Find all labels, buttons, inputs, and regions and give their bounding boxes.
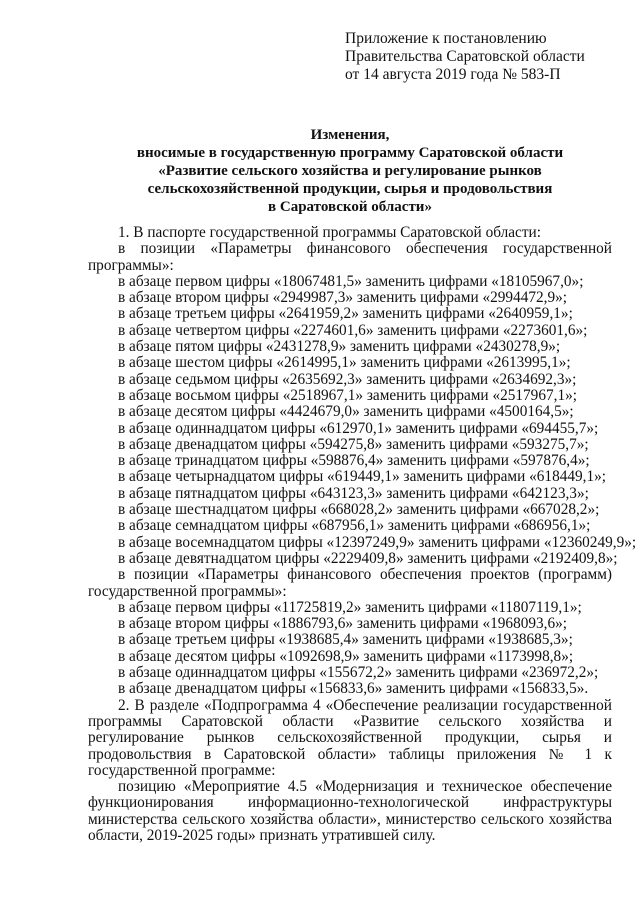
document-title xyxy=(88,126,612,216)
amendment-item: в абзаце девятнадцатом цифры «2229409,8» заменить цифрами «2192409,8»; xyxy=(118,549,618,567)
amendment-item: в абзаце седьмом цифры «2635692,3» заменить цифрами «2634692,3»; xyxy=(118,370,577,388)
items1-list xyxy=(88,272,637,567)
amendment-item: в абзаце втором цифры «2949987,3» заменить цифрами «2994472,9»; xyxy=(118,289,568,307)
amendment-item: в абзаце тринадцатом цифры «598876,4» заменить цифрами «597876,4»; xyxy=(118,452,590,470)
title-line: в Саратовской области» xyxy=(268,199,432,215)
section1-position2: в позиции «Параметры финансового обеспечения проектов (программ) государственной программы»: xyxy=(88,566,612,600)
amendment-item: в абзаце втором цифры «1886793,6» заменить цифрами «1968093,6»; xyxy=(118,615,568,633)
amendment-item: в абзаце пятнадцатом цифры «643123,3» заменить цифрами «642123,3»; xyxy=(118,484,589,502)
amendment-item: в абзаце семнадцатом цифры «687956,1» заменить цифрами «686956,1»; xyxy=(118,517,591,535)
title-line: «Развитие сельского хозяйства и регулирование рынков xyxy=(158,163,542,179)
amendment-item: в абзаце третьем цифры «2641959,2» заменить цифрами «2640959,1»; xyxy=(118,305,573,323)
amendment-item: в абзаце десятом цифры «4424679,0» заменить цифрами «4500164,5»; xyxy=(118,403,574,421)
amendment-item: в абзаце двенадцатом цифры «594275,8» заменить цифрами «593275,7»; xyxy=(118,435,589,453)
amendment-item: в абзаце шестом цифры «2614995,1» заменить цифрами «2613995,1»; xyxy=(118,354,571,372)
appendix-header xyxy=(345,30,585,84)
items2-list xyxy=(88,600,612,698)
section1-intro: 1. В паспорте государственной программы Саратовской области: xyxy=(118,224,541,241)
amendment-item: в абзаце первом цифры «18067481,5» заменить цифрами «18105967,0»; xyxy=(118,272,584,290)
section2-position: позицию «Мероприятие 4.5 «Модернизация и техническое обеспечение функционирования информационно-технологической инфраструктуры министерства сельского хозяйства области», министерство сельского хозяйства области, 2019-2025 годы» признать утратившей силу. xyxy=(88,778,612,844)
header-line: от 14 августа 2019 года № 583-П xyxy=(345,66,561,83)
amendment-item: в абзаце шестнадцатом цифры «668028,2» заменить цифрами «667028,2»; xyxy=(118,501,600,519)
amendment-item: в абзаце восемнадцатом цифры «12397249,9» заменить цифрами «12360249,9»; xyxy=(118,533,637,551)
amendment-item: в абзаце одиннадцатом цифры «612970,1» заменить цифрами «694455,7»; xyxy=(118,419,599,437)
title-line: сельскохозяйственной продукции, сырья и продовольствия xyxy=(147,181,553,197)
amendment-item: в абзаце первом цифры «11725819,2» заменить цифрами «11807119,1»; xyxy=(118,598,582,616)
title-line: Изменения, xyxy=(310,127,390,143)
amendment-item: в абзаце восьмом цифры «2518967,1» заменить цифрами «2517967,1»; xyxy=(118,386,578,404)
section1-position1: в позиции «Параметры финансового обеспечения государственной программы»: xyxy=(88,240,612,274)
section2-intro: 2. В разделе «Подпрограмма 4 «Обеспечение реализации государственной программы Саратовской области «Развитие сельского хозяйства и регулирование рынков сельскохозяйственной продукции, сырья и продовольствия в Саратовской области» таблицы приложения № 1 к государственной программе: xyxy=(88,696,612,779)
title-line: вносимые в государственную программу Саратовской области xyxy=(136,145,564,161)
amendment-item: в абзаце одиннадцатом цифры «155672,2» заменить цифрами «236972,2»; xyxy=(118,664,599,682)
amendment-item: в абзаце третьем цифры «1938685,4» заменить цифрами «1938685,3»; xyxy=(118,631,573,649)
header-line: Приложение к постановлению xyxy=(345,30,547,47)
document-body xyxy=(88,224,637,844)
amendment-item: в абзаце десятом цифры «1092698,9» заменить цифрами «1173998,8»; xyxy=(118,647,574,665)
header-line: Правительства Саратовской области xyxy=(345,48,585,65)
amendment-item: в абзаце пятом цифры «2431278,9» заменить цифрами «2430278,9»; xyxy=(118,338,561,356)
amendment-item: в абзаце двенадцатом цифры «156833,6» заменить цифрами «156833,5». xyxy=(118,680,589,698)
amendment-item: в абзаце четырнадцатом цифры «619449,1» заменить цифрами «618449,1»; xyxy=(118,468,607,486)
amendment-item: в абзаце четвертом цифры «2274601,6» заменить цифрами «2273601,6»; xyxy=(118,321,588,339)
